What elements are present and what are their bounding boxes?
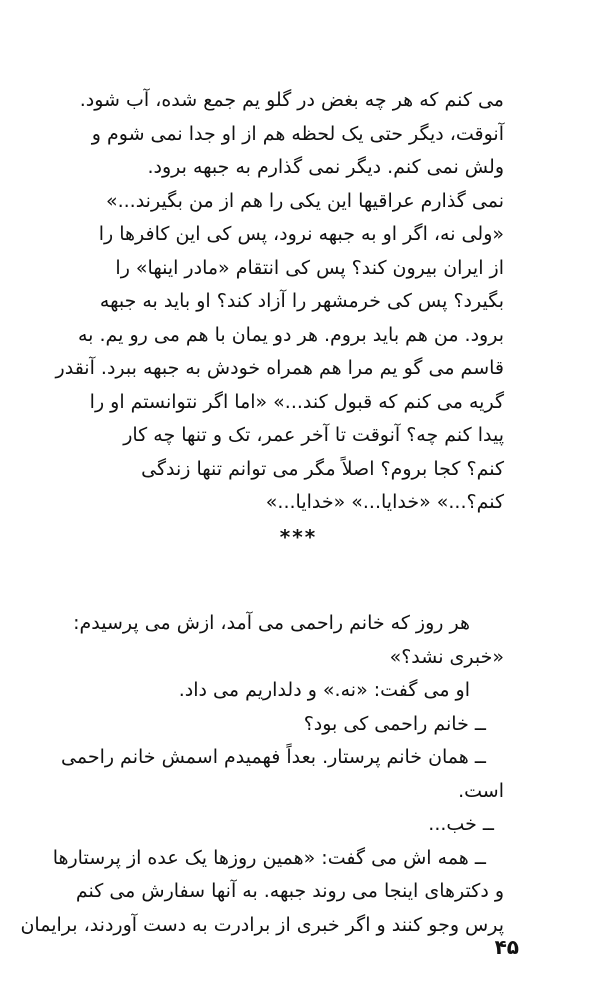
text-line: کنم؟...» «خدایا...» «خدایا...» — [265, 491, 504, 513]
text-line: ولش نمی کنم. دیگر نمی گذارم به جبهه برود. — [147, 156, 504, 178]
text-line: پرس وجو کنند و اگر خبری از برادرت به دست آوردند، برایمان — [20, 913, 504, 936]
text-line: آنوقت، دیگر حتی یک لحظه هم از او جدا نمی شوم و — [91, 122, 504, 145]
paragraph-2 — [20, 607, 504, 942]
dialogue-line: ــ همان خانم پرستار. بعداً فهمیدم اسمش خانم راحمی — [61, 746, 486, 768]
text-line: نمی گذارم عراقیها این یکی را هم از من بگیرند...» — [105, 189, 504, 212]
text-line: و دکترهای اینجا می روند جبهه. به آنها سفارش می کنم — [75, 880, 504, 902]
text-line: بگیرد؟ پس کی خرمشهر را آزاد کند؟ او باید به جبهه — [99, 290, 504, 312]
text-line: است. — [458, 779, 504, 802]
dialogue-line: ــ خب... — [428, 813, 494, 835]
text-line: از ایران بیرون کند؟ پس کی انتقام «مادر اینها» را — [115, 256, 504, 279]
text-line: «خبری نشد؟» — [389, 645, 504, 668]
text-line: کنم؟ کجا بروم؟ اصلاً مگر می توانم تنها زندگی — [141, 457, 504, 480]
text-line: او می گفت: «نه.» و دلداریم می داد. — [178, 679, 470, 701]
section-separator: *** — [279, 525, 318, 549]
page-number: ۴۵ — [494, 935, 519, 959]
text-line: «ولی نه، اگر او به جبهه نرود، پس کی این کافرها را — [98, 223, 504, 245]
text-line: برود. من هم باید بروم. هر دو یمان با هم می رو یم. به — [77, 323, 504, 346]
text-line: قاسم می گو یم مرا هم همراه خودش به جبهه ببرد. آنقدر — [55, 357, 504, 379]
text-line: هر روز که خانم راحمی می آمد، ازش می پرسیدم: — [73, 612, 470, 634]
dialogue-line: ــ همه اش می گفت: «همین روزها یک عده از پرستارها — [52, 846, 486, 869]
text-line: گریه می کنم که قبول کند...» «اما اگر نتوانستم او را — [89, 390, 504, 413]
text-line: می کنم که هر چه بغض در گلو یم جمع شده، آب شود. — [79, 89, 504, 111]
text-line: پیدا کنم چه؟ آنوقت تا آخر عمر، تک و تنها چه کار — [123, 424, 504, 446]
paragraph-1 — [55, 84, 504, 520]
dialogue-line: ــ خانم راحمی کی بود؟ — [303, 712, 486, 735]
